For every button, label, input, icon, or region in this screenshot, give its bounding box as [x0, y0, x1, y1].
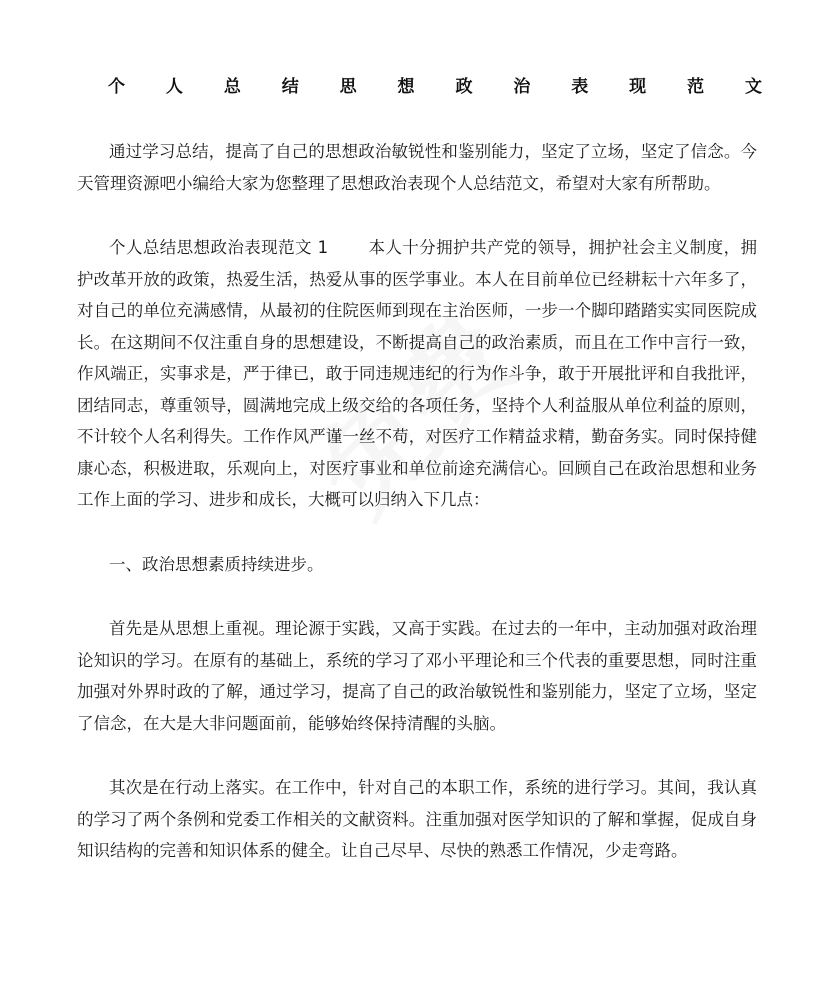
first-point-paragraph: 首先是从思想上重视。理论源于实践，又高于实践。在过去的一年中，主动加强对政治理论知识的学习。在原有的基础上，系统的学习了邓小平理论和三个代表的重要思想，同时注重加强对外界时政的了解，通过学习，提高了自己的政治敏锐性和鉴别能力，坚定了立场，坚定了信念，在大是大非问题面前，能够始终保持清醒的头脑。 — [77, 619, 757, 733]
title-char: 结 — [281, 77, 299, 97]
title-char: 政 — [455, 77, 473, 97]
section-1-paragraph — [77, 232, 757, 516]
title-char: 范 — [687, 77, 705, 97]
title-char: 总 — [223, 77, 241, 97]
section-1-body: 本人十分拥护共产党的领导，拥护社会主义制度，拥护改革开放的政策，热爱生活，热爱从事的医学事业。本人在目前单位已经耕耘十六年多了，对自己的单位充满感情，从最初的住院医师到现在主治医师，一步一个脚印踏踏实实同医院成长。在这期间不仅注重自身的思想建设，不断提高自己的政治素质，而且在工作中言行一致，作风端正，实事求是，严于律已，敢于同违规违纪的行为作斗争，敢于开展批评和自我批评，团结同志，尊重领导，圆满地完成上级交给的各项任务，坚持个人利益服从单位利益的原则，不计较个人名利得失。工作作风严谨一丝不苟，对医疗工作精益求精，勤奋务实。同时保持健康心态，积极进取，乐观向上，对医疗事业和单位前途充满信心。回顾自己在政治思想和业务工作上面的学习、进步和成长，大概可以归纳入下几点： — [77, 238, 758, 509]
title-char: 表 — [571, 77, 589, 97]
title-char: 现 — [629, 77, 647, 97]
title-char: 想 — [397, 77, 415, 97]
title-char: 人 — [165, 77, 183, 97]
document-title — [108, 74, 762, 100]
title-char: 个 — [108, 77, 125, 97]
document-body — [77, 136, 757, 900]
point-1-heading: 一、政治思想素质持续进步。 — [109, 554, 324, 574]
intro-paragraph: 通过学习总结，提高了自己的思想政治敏锐性和鉴别能力，坚定了立场，坚定了信念。今天管理资源吧小编给大家为您整理了思想政治表现个人总结范文，希望对大家有所帮助。 — [77, 142, 757, 193]
title-char: 思 — [339, 77, 357, 97]
second-point-paragraph: 其次是在行动上落实。在工作中，针对自己的本职工作，系统的进行学习。其间，我认真的学习了两个条例和党委工作相关的文献资料。注重加强对医学知识的了解和掌握，促成自身知识结构的完善和知识体系的健全。让自己尽早、尽快的熟悉工作情况，少走弯路。 — [77, 778, 757, 860]
title-char: 治 — [513, 77, 531, 97]
title-char: 文 — [744, 77, 762, 97]
section-1-heading: 个人总结思想政治表现范文 1 — [109, 238, 329, 257]
